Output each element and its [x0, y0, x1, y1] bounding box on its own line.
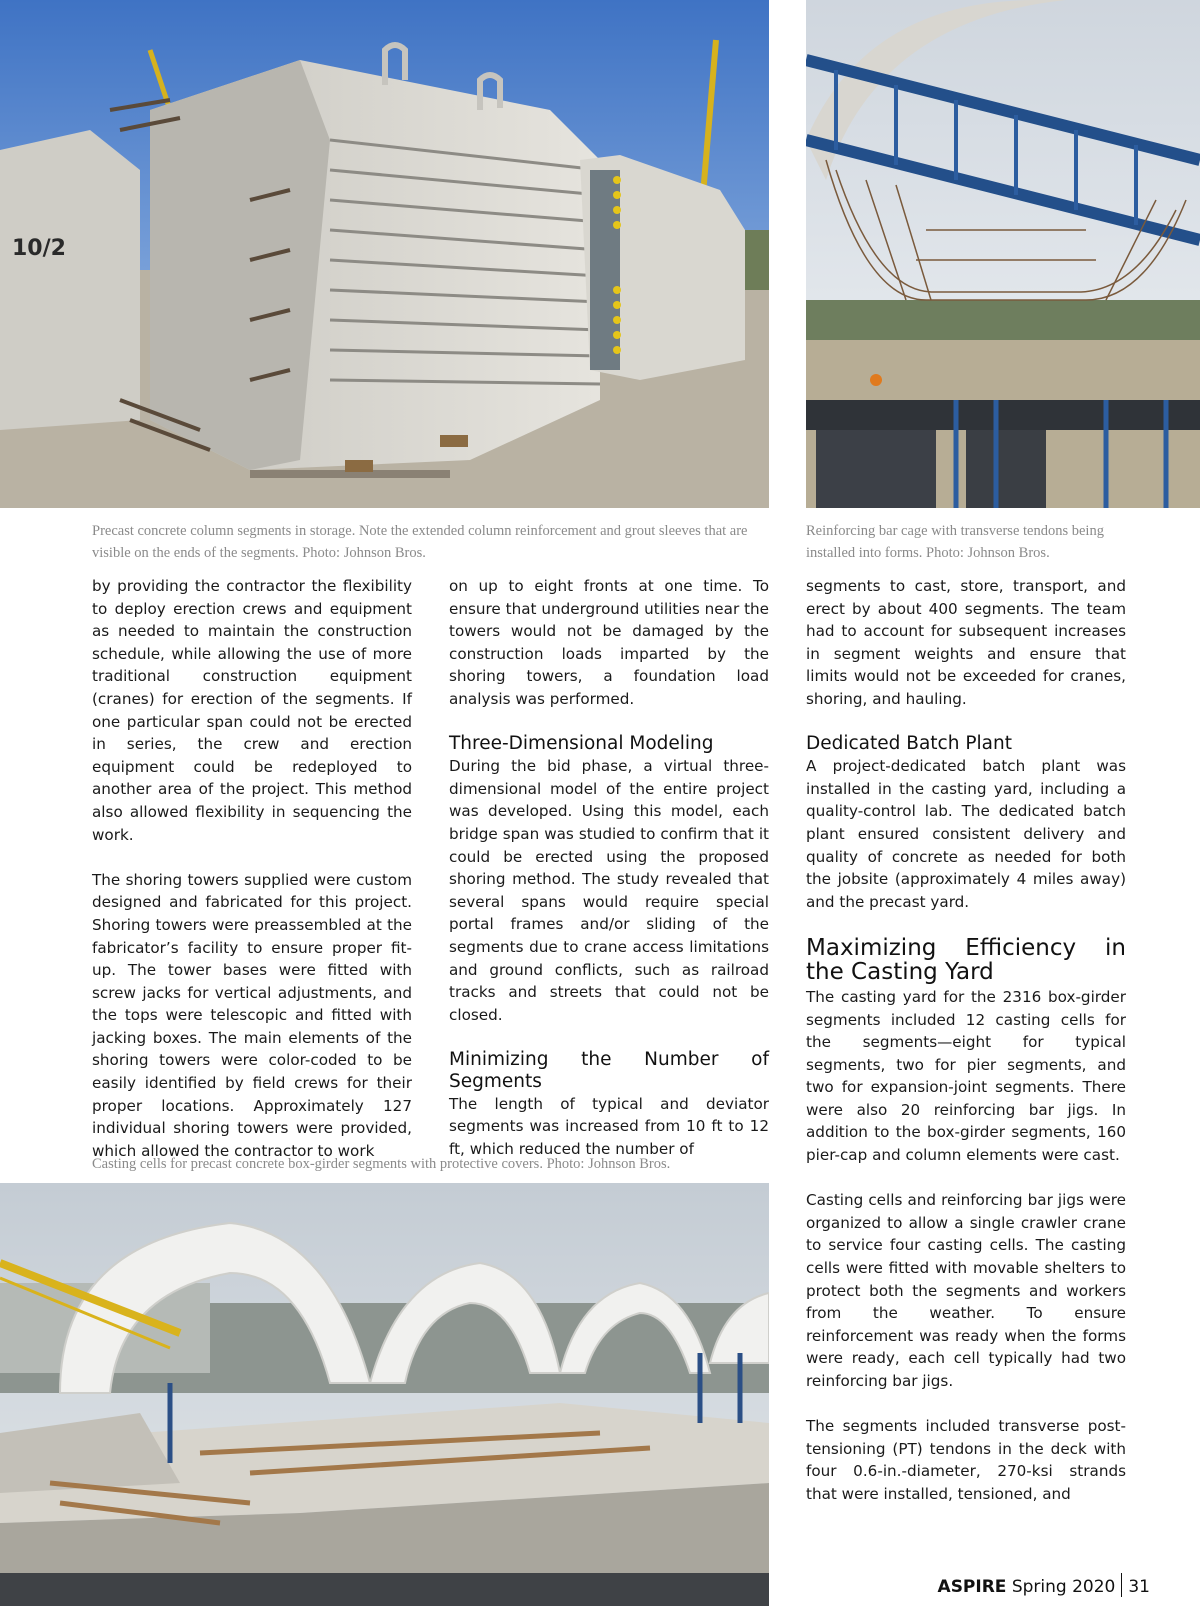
col2-paragraph-3: The length of typical and deviator segments was increased from 10 ft to 12 ft, which reduced the number of [449, 1094, 769, 1159]
photo-casting-cells [0, 1183, 769, 1606]
heading-minimizing-segments: Minimizing the Number of Segments [449, 1048, 769, 1092]
col1-paragraph-1: by providing the contractor the flexibility to deploy erection crews and equipment as needed to maintain the construction schedule, while allowing the use of more traditional construction equipment (cranes) for erection of the segments. If one particular span could not be erected in series, the crew and erection equipment could be redeployed to another area of the project. This method also allowed flexibility in sequencing the work. [92, 577, 412, 844]
text-column-3 [806, 575, 1126, 1506]
caption-column-segments: Precast concrete column segments in storage. Note the extended column reinforcement and grout sleeves that are visible on the ends of the segments. Photo: Johnson Bros. [92, 523, 748, 561]
heading-three-dimensional-modeling: Three-Dimensional Modeling [449, 733, 714, 755]
col2-paragraph-2: During the bid phase, a virtual three-dimensional model of the entire project was developed. Using this model, each bridge span was studied to confirm that it could be erected using the proposed shoring method. The study revealed that several spans would require special portal frames and/or sliding of the segments due to crane access limitations and ground conflicts, such as railroad tracks and streets that could not be closed. [449, 757, 769, 1024]
photo-rebar-cage [806, 0, 1200, 508]
caption-casting-cells: Casting cells for precast concrete box-girder segments with protective covers. Photo: Johnson Bros. [92, 1156, 671, 1172]
heading-dedicated-batch-plant: Dedicated Batch Plant [806, 733, 1012, 755]
segment-label: 10/2 [12, 236, 66, 261]
text-column-1 [92, 575, 412, 1162]
col3-paragraph-4: Casting cells and reinforcing bar jigs were organized to allow a single crawler crane to service four casting cells. The casting cells were fitted with movable shelters to protect both the segments and workers from the weather. To ensure reinforcement was ready when the forms were ready, each cell typically had two reinforcing bar jigs. [806, 1191, 1126, 1390]
col3-paragraph-3: The casting yard for the 2316 box-girder segments included 12 casting cells for the segments—eight for typical segments, two for pier segments, and two for expansion-joint segments. There were also 20 reinforcing bar jigs. In addition to the box-girder segments, 160 pier-cap and column elements were cast. [806, 987, 1126, 1165]
text-column-2 [449, 575, 769, 1161]
page-footer [938, 1573, 1150, 1598]
footer-issue: Spring 2020 [1011, 1577, 1116, 1597]
col1-paragraph-2: The shoring towers supplied were custom designed and fabricated for this project. Shoring towers were preassembled at the fabricator’s facility to ensure proper fit-up. The tower bases were fitted with screw jacks for vertical adjustments, and the tops were telescopic and fitted with jacking boxes. The main elements of the shoring towers were color-coded to be easily identified by field crews for their proper locations. Approximately 127 individual shoring towers were provided, which allowed the contractor to work [92, 870, 412, 1160]
heading-maximizing-efficiency: Maximizing Efficiency in the Casting Yard [806, 934, 1126, 985]
page-number: 31 [1128, 1577, 1150, 1597]
caption-rebar-cage: Reinforcing bar cage with transverse tendons being installed into forms. Photo: Johnson Bros. [806, 523, 1104, 561]
col3-paragraph-5: The segments included transverse post-tensioning (PT) tendons in the deck with four 0.6-in.-diameter, 270-ksi strands that were installed, tensioned, and [806, 1417, 1126, 1503]
footer-brand: ASPIRE [937, 1577, 1007, 1597]
footer-divider [1121, 1573, 1122, 1597]
photo-column-segments [0, 0, 769, 508]
col3-paragraph-2: A project-dedicated batch plant was installed in the casting yard, including a quality-control lab. The dedicated batch plant ensured consistent delivery and quality of concrete as needed for both the jobsite (approximately 4 miles away) and the precast yard. [806, 757, 1126, 911]
col3-paragraph-1: segments to cast, store, transport, and erect by about 400 segments. The team had to account for subsequent increases in segment weights and ensure that limits would not be exceeded for cranes, shoring, and hauling. [806, 577, 1126, 708]
col2-paragraph-1: on up to eight fronts at one time. To ensure that underground utilities near the towers would not be damaged by the construction loads imparted by the shoring towers, a foundation load analysis was performed. [449, 577, 769, 708]
